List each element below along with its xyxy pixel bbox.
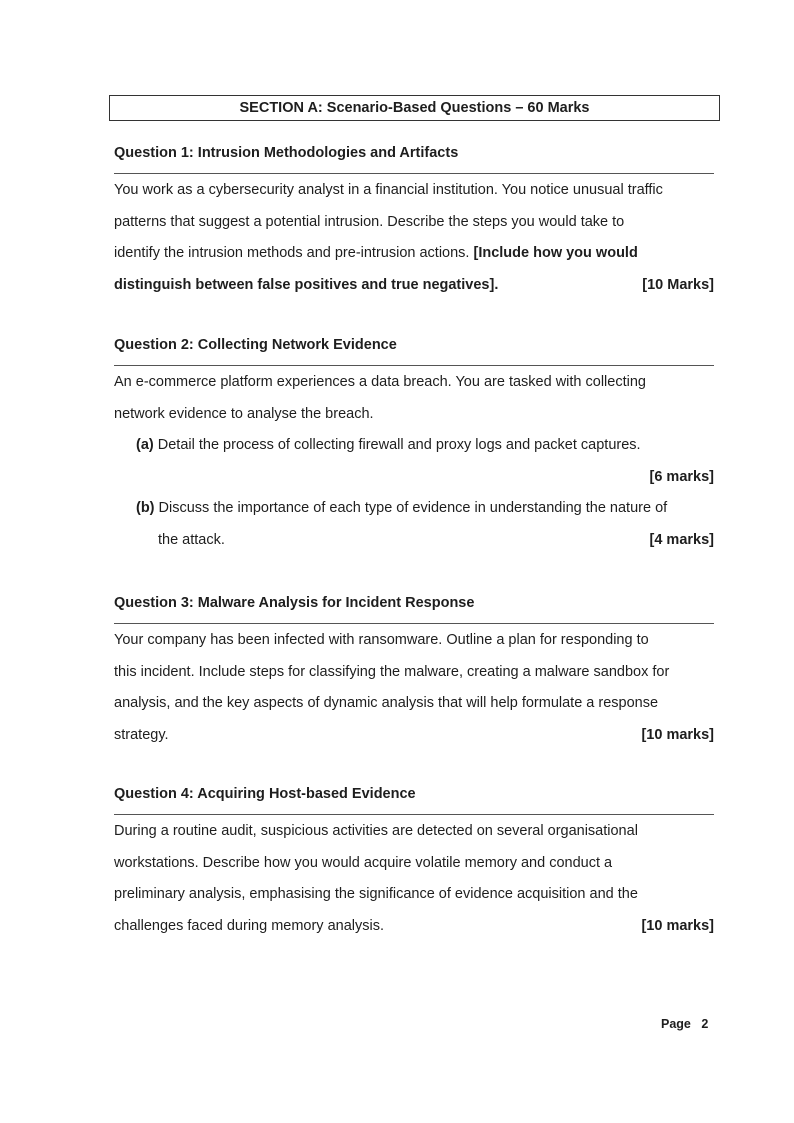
question-1-body xyxy=(114,175,714,301)
question-4-line-4 xyxy=(114,911,714,943)
question-4-line-2: workstations. Describe how you would acquire volatile memory and conduct a xyxy=(114,854,613,871)
question-2-part-b-cont xyxy=(114,525,714,557)
question-1 xyxy=(114,144,714,301)
page-number: 2 xyxy=(701,1017,709,1031)
question-4-line-4-text: challenges faced during memory analysis. xyxy=(114,917,384,934)
question-3-line-4 xyxy=(114,720,714,752)
question-2 xyxy=(114,336,714,556)
question-2-title: Question 2: Collecting Network Evidence xyxy=(114,337,397,353)
question-4 xyxy=(114,785,714,942)
question-1-line-4 xyxy=(114,270,714,302)
question-1-bold-2: distinguish between false positives and true negatives]. xyxy=(114,276,499,293)
section-title: SECTION A: Scenario-Based Questions – 60 Marks xyxy=(239,100,590,116)
question-2-divider xyxy=(114,365,714,366)
question-3-divider xyxy=(114,623,714,624)
question-3-marks: [10 marks] xyxy=(641,726,714,743)
question-1-bold-1: [Include how you would xyxy=(473,245,638,261)
question-3-line-1: Your company has been infected with ransomware. Outline a plan for responding to xyxy=(114,632,649,648)
question-1-line-1: You work as a cybersecurity analyst in a financial institution. You notice unusual traffic xyxy=(114,182,663,198)
question-4-line-3: preliminary analysis, emphasising the significance of evidence acquisition and the xyxy=(114,886,638,902)
question-2-part-b-label: (b) xyxy=(136,500,155,516)
question-4-title: Question 4: Acquiring Host-based Evidence xyxy=(114,786,416,802)
question-2-part-a-marks: [6 marks] xyxy=(649,468,714,485)
question-3-line-3: analysis, and the key aspects of dynamic analysis that will help formulate a response xyxy=(114,695,659,711)
question-2-part-a-label: (a) xyxy=(136,437,154,453)
page-footer xyxy=(661,1017,708,1031)
question-1-title: Question 1: Intrusion Methodologies and Artifacts xyxy=(114,145,459,161)
question-3-line-4-text: strategy. xyxy=(114,726,169,743)
question-2-line-2: network evidence to analyse the breach. xyxy=(114,405,374,422)
question-1-marks: [10 Marks] xyxy=(642,276,714,293)
question-2-part-a-text: Detail the process of collecting firewall and proxy logs and packet captures. xyxy=(157,437,641,453)
question-3-line-2: this incident. Include steps for classifying the malware, creating a malware sandbox for xyxy=(114,663,670,680)
section-header xyxy=(109,95,720,121)
question-3-body xyxy=(114,625,714,751)
question-1-line-3 xyxy=(114,238,714,270)
question-4-body xyxy=(114,816,714,942)
question-2-part-b xyxy=(114,493,714,525)
question-4-divider xyxy=(114,814,714,815)
question-3 xyxy=(114,594,714,751)
question-1-divider xyxy=(114,173,714,174)
question-2-part-b-text-2: the attack. xyxy=(158,531,225,548)
question-2-line-1: An e-commerce platform experiences a data breach. You are tasked with collecting xyxy=(114,374,646,390)
question-1-line-3-text: identify the intrusion methods and pre-intrusion actions. xyxy=(114,245,470,261)
question-3-title: Question 3: Malware Analysis for Incident Response xyxy=(114,595,475,611)
page-label: Page xyxy=(661,1017,691,1031)
question-4-line-1: During a routine audit, suspicious activities are detected on several organisational xyxy=(114,823,638,839)
question-2-part-b-marks: [4 marks] xyxy=(649,531,714,548)
question-1-line-2: patterns that suggest a potential intrusion. Describe the steps you would take to xyxy=(114,213,625,230)
question-2-body xyxy=(114,367,714,556)
question-2-part-b-text: Discuss the importance of each type of evidence in understanding the nature of xyxy=(158,500,668,516)
question-4-marks: [10 marks] xyxy=(641,917,714,934)
question-2-part-a xyxy=(114,430,714,462)
